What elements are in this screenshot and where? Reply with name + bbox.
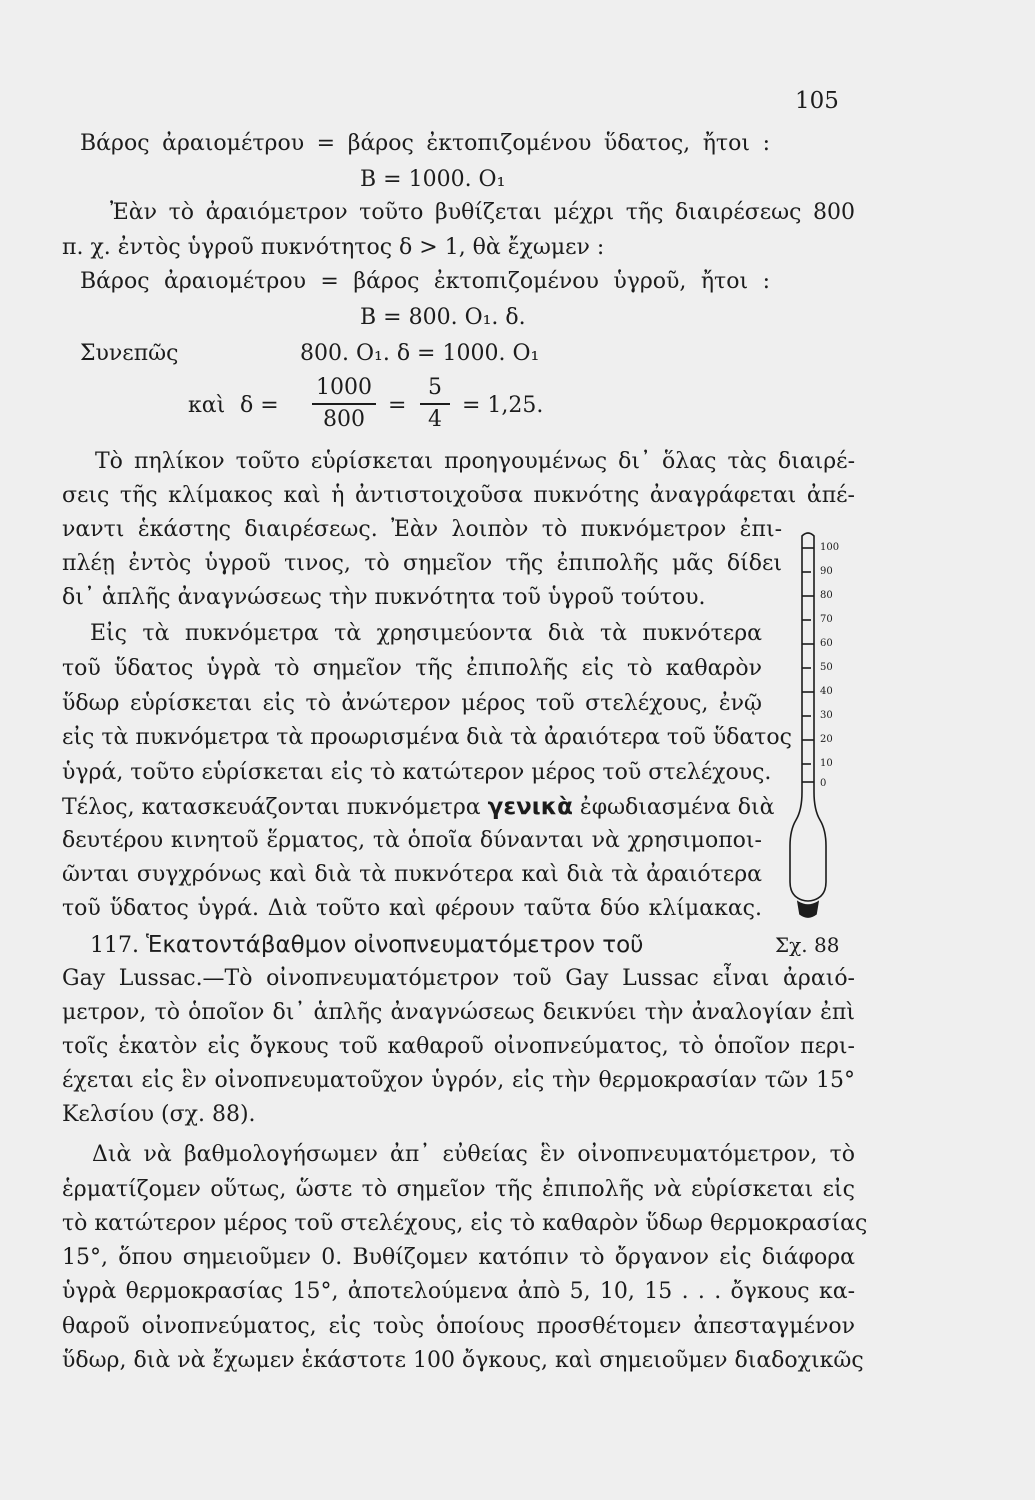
fraction-numerator: 5 [428,375,442,400]
text-line: ὕδωρ εὑρίσκεται εἰς τὸ ἀνώτερον μέρος τοῦ στελέχους, ἐνῷ [62,691,762,716]
text-line: ὑγρά, τοῦτο εὑρίσκεται εἰς τὸ κατώτερον μέρος τοῦ στελέχους. [62,760,772,785]
scale-label: 10 [820,758,833,769]
scale-label: 100 [820,542,840,553]
scale-label: 30 [820,710,833,721]
fraction-denominator: 4 [428,407,442,432]
text-line: 15°, ὅπου σημειοῦμεν 0. Βυθίζομεν κατόπιν τὸ ὄργανον εἰς διάφορα [62,1245,855,1270]
equation-line: Β = 800. Ο₁. δ. [360,305,526,330]
fraction-bar [312,403,376,405]
text-line: Κελσίου (σχ. 88). [62,1102,256,1127]
text-line: εἰς τὰ πυκνόμετρα τὰ προωρισμένα διὰ τὰ ἀραιότερα τοῦ ὕδατος [62,725,792,750]
text-line: Διὰ νὰ βαθμολογήσωμεν ἀπ᾽ εὐθείας ἓν οἰνοπνευματόμετρον, τὸ [92,1142,855,1167]
text-line: Τὸ πηλίκον τοῦτο εὑρίσκεται προηγουμένως δι᾽ ὅλας τὰς διαιρέ- [95,449,855,474]
text-segment: ἐφωδιασμένα διὰ [579,795,775,820]
text-line: ὑγρὰ θερμοκρασίας 15°, ἀποτελούμενα ἀπὸ 5, 10, 15 . . . ὄγκους κα- [62,1279,855,1304]
equation-label: Συνεπῶς [80,341,179,366]
text-line: σεις τῆς κλίμακος καὶ ἡ ἀντιστοιχοῦσα πυκνότης ἀναγράφεται ἀπέ- [62,483,855,508]
scale-label: 40 [820,686,833,697]
section-title: Ἑκατοντάβαθμον οἰνοπνευματόμετρον τοῦ [145,932,644,958]
equation-part: δ = [240,393,279,418]
equation-part: = 1,25. [462,393,544,418]
text-line: θαροῦ οἰνοπνεύματος, εἰς τοὺς ὁποίους προσθέτομεν ἀπεσταγμένον [62,1314,855,1339]
scale-label: 60 [820,638,833,649]
equation-label: καὶ [188,393,226,418]
text-line: τοῦ ὕδατος ὑγρά. Διὰ τοῦτο καὶ φέρουν ταῦτα δύο κλίμακας. [62,896,762,921]
text-line [62,793,775,822]
text-line: τοῖς ἑκατὸν εἰς ὄγκους τοῦ καθαροῦ οἰνοπνεύματος, τὸ ὁποῖον περι- [62,1034,855,1059]
text-line: τὸ κατώτερον μέρος τοῦ στελέχους, εἰς τὸ καθαρὸν ὕδωρ θερμοκρασίας [62,1211,868,1236]
text-line: ναντι ἑκάστης διαιρέσεως. Ἐὰν λοιπὸν τὸ πυκνόμετρον ἐπι- [62,517,782,542]
section-heading [90,931,644,960]
fraction-denominator: 800 [323,407,365,432]
text-line: Βάρος ἀραιομέτρου = βάρος ἐκτοπιζομένου ὑγροῦ, ἤτοι : [80,269,770,294]
page-number: 105 [795,88,839,114]
scale-label: 70 [820,614,833,625]
text-line: π. χ. ἐντὸς ὑγροῦ πυκνότητος δ > 1, θὰ ἔχωμεν : [62,235,605,260]
scale-label: 0 [820,778,827,789]
text-line: δευτέρου κινητοῦ ἕρματος, τὰ ὁποῖα δύνανται νὰ χρησιμοποι- [62,828,762,853]
equation-line: 800. Ο₁. δ = 1000. Ο₁ [300,341,540,366]
text-line: ἑρματίζομεν οὕτως, ὥστε τὸ σημεῖον τῆς ἐπιπολῆς νὰ εὑρίσκεται εἰς [62,1177,855,1202]
alcoholmeter-figure [780,530,850,920]
emphasized-term: γενικὰ [487,794,573,820]
text-segment: Τέλος, κατασκευάζονται πυκνόμετρα [62,795,481,820]
equation-part: = [388,393,407,418]
text-line: Βάρος ἀραιομέτρου = βάρος ἐκτοπιζομένου ὕδατος, ἤτοι : [80,131,770,156]
text-line: πλέῃ ἐντὸς ὑγροῦ τινος, τὸ σημεῖον τῆς ἐπιπολῆς μᾶς δίδει [62,551,782,576]
section-number: 117. [90,933,139,958]
text-line: ὕδωρ, διὰ νὰ ἔχωμεν ἑκάστοτε 100 ὄγκους, καὶ σημειοῦμεν διαδοχικῶς [62,1348,864,1373]
text-line: Εἰς τὰ πυκνόμετρα τὰ χρησιμεύοντα διὰ τὰ πυκνότερα [90,621,762,646]
text-line: Gay Lussac.—Τὸ οἰνοπνευματόμετρον τοῦ Gay Lussac εἶναι ἀραιό- [62,966,855,991]
scale-label: 50 [820,662,833,673]
fraction-numerator: 1000 [316,375,372,400]
fraction-bar [420,403,450,405]
scale-label: 80 [820,590,833,601]
text-line: τοῦ ὕδατος ὑγρὰ τὸ σημεῖον τῆς ἐπιπολῆς εἰς τὸ καθαρὸν [62,656,762,681]
figure-label: Σχ. 88 [775,933,840,957]
text-line: ῶνται συγχρόνως καὶ διὰ τὰ πυκνότερα καὶ διὰ τὰ ἀραιότερα [62,862,762,887]
scale-label: 20 [820,734,833,745]
text-line: Ἐὰν τὸ ἀραιόμετρον τοῦτο βυθίζεται μέχρι τῆς διαιρέσεως 800 [110,200,855,225]
text-line: δι᾽ ἁπλῆς ἀναγνώσεως τὴν πυκνότητα τοῦ ὑγροῦ τούτου. [62,585,706,610]
text-line: έχεται εἰς ἓν οἰνοπνευματοῦχον ὑγρόν, εἰς τὴν θερμοκρασίαν τῶν 15° [62,1068,855,1093]
text-line: μετρον, τὸ ὁποῖον δι᾽ ἁπλῆς ἀναγνώσεως δεικνύει τὴν ἀναλογίαν ἐπὶ [62,1000,855,1025]
equation-line: Β = 1000. Ο₁ [360,167,506,192]
scale-label: 90 [820,566,833,577]
